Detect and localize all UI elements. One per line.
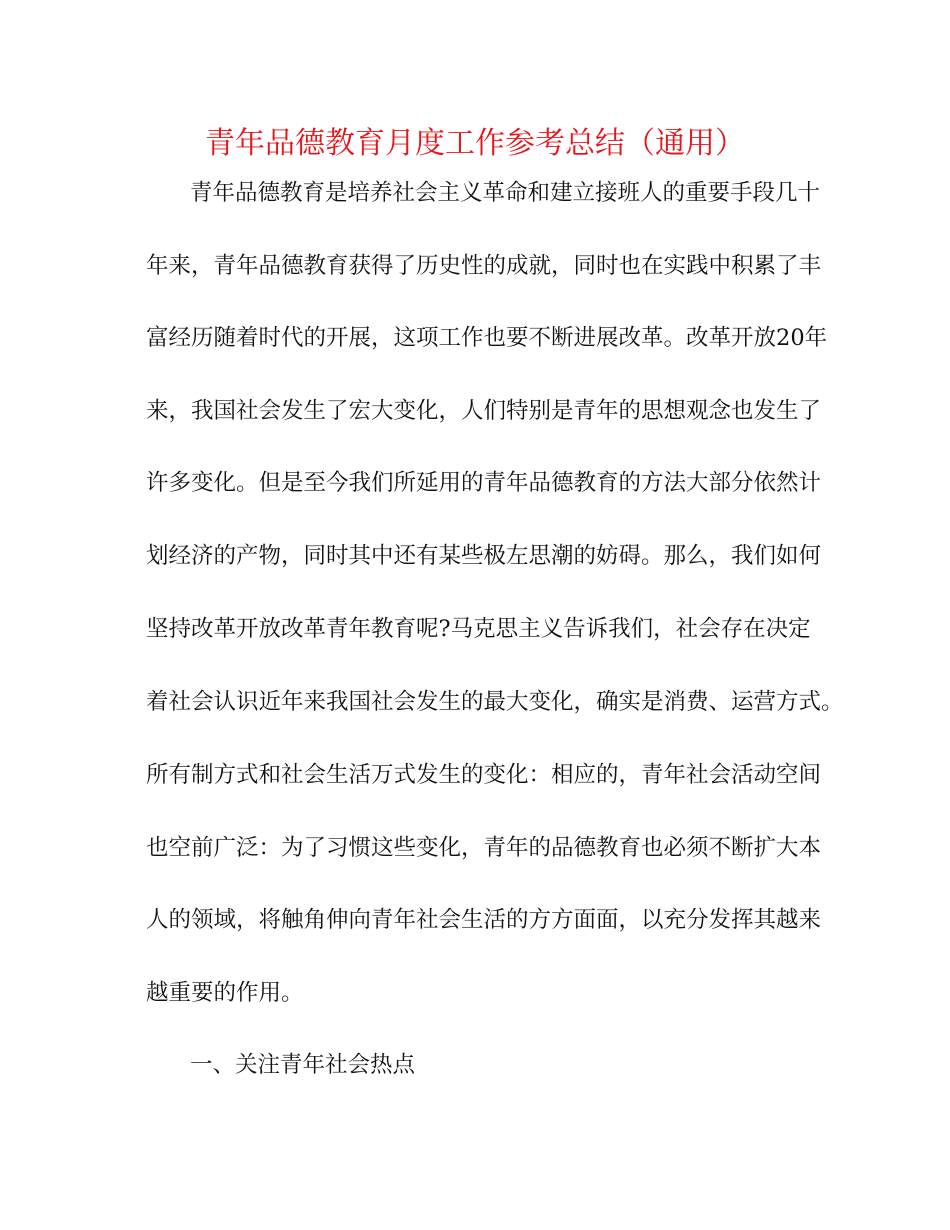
body-line: 也空前广泛：为了习惯这些变化，青年的品德教育也必须不断扩大本 [146,835,822,861]
section-heading: 一、关注青年社会热点 [190,1052,416,1078]
body-line: 所有制方式和社会生活万式发生的变化：相应的，青年社会活动空间 [146,762,822,788]
body-line: 坚持改革开放改革青年教育呢?马克思主义告诉我们，社会存在决定 [146,616,811,642]
body-line: 着社会认识近年来我国社会发生的最大变化，确实是消费、运营方式。 [146,689,844,715]
body-line: 越重要的作用。 [146,980,304,1006]
body-line: 划经济的产物，同时其中还有某些极左思潮的妨碍。那么，我们如何 [146,543,822,569]
body-line: 来，我国社会发生了宏大变化，人们特别是青年的思想观念也发生了 [146,398,822,424]
body-line: 富经历随着时代的开展，这项工作也要不断进展改革。改革开放20年 [146,325,828,351]
body-line: 年来，青年品德教育获得了历史性的成就，同时也在实践中积累了丰 [146,253,822,279]
body-line: 青年品德教育是培养社会主义革命和建立接班人的重要手段几十 [190,180,821,206]
body-line: 人的领域，将触角伸向青年社会生活的方方面面，以充分发挥其越来 [146,907,822,933]
body-line: 许多变化。但是至今我们所延用的青年品德教育的方法大部分依然计 [146,470,822,496]
document-title: 青年品德教育月度工作参考总结（通用） [205,126,745,161]
